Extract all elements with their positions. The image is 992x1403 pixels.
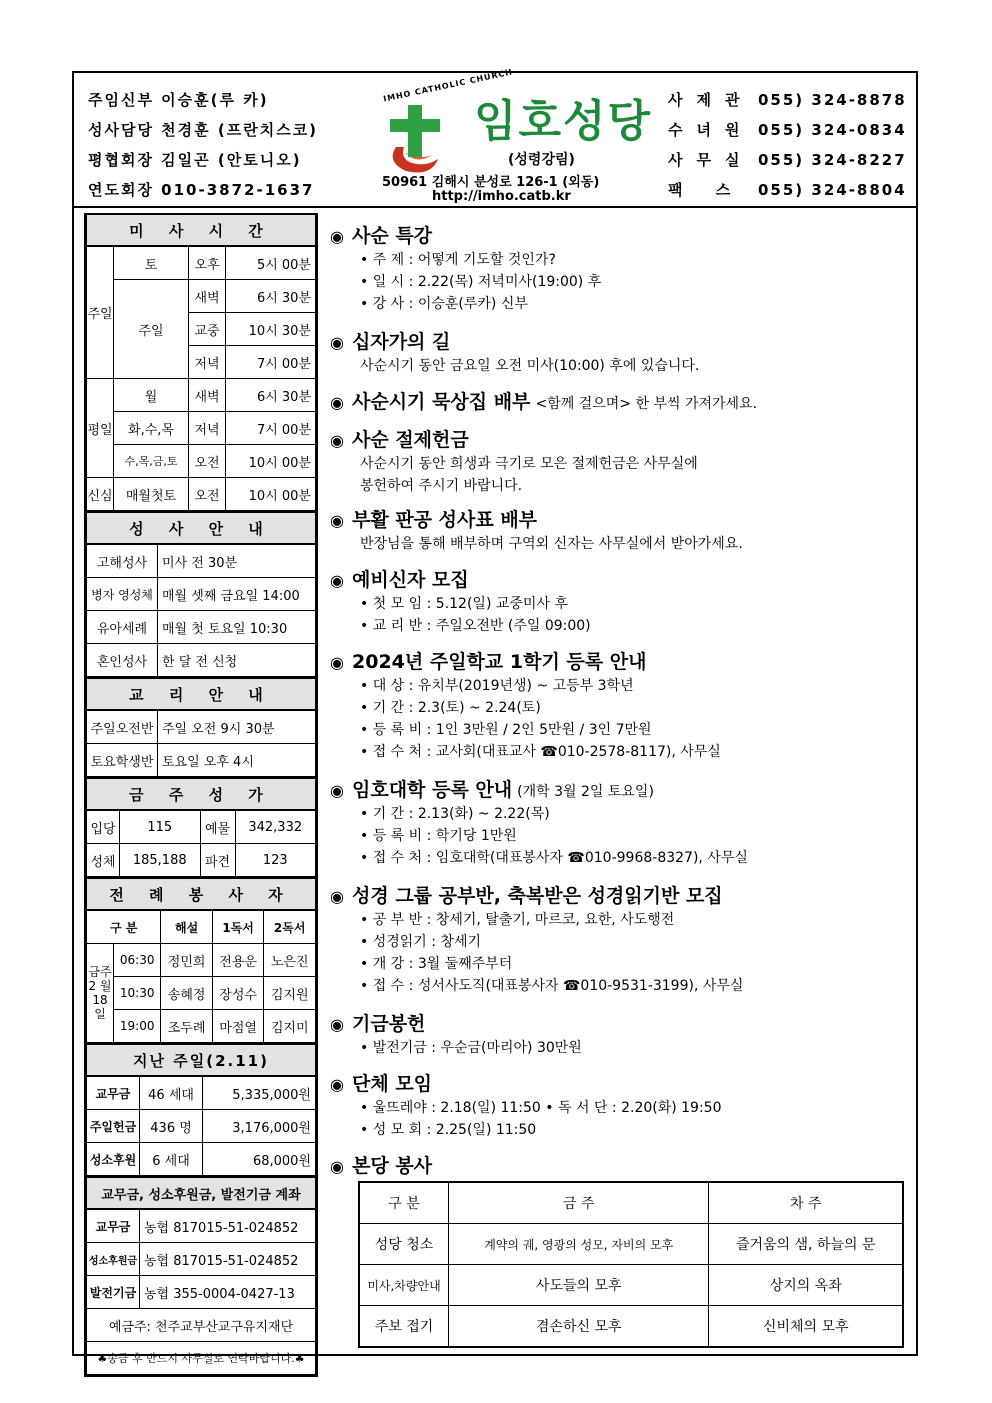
last-week-table: 지난 주일(2.11) 교무금 46 세대 5,335,000원 주일헌금 436 명 3,176,000원 성소후원 6 세대 68,000원 [86,1043,316,1176]
notice-lecture: ◉ 사순 특강 [330,225,433,247]
church-latin-name: IMHO CATHOLIC CHURCH [382,67,514,104]
circle-bullet-icon: ◉ [330,511,344,530]
phone-rectory: 사제관 055) 324-8878 [668,91,907,109]
circle-bullet-icon: ◉ [330,653,344,672]
header [74,67,916,208]
notice-catechumen: ◉ 예비신자 모집 [330,569,469,591]
ministers-table: 전 례 봉 사 자 구 분 해설 1독서 2독서 금주 2 월 18 일 06:30 정민희 전용운 노은진 10:30 송혜정 장성수 김지원 19:00 조두례 마점열 김지미 [86,877,316,1043]
circle-bullet-icon: ◉ [330,1015,344,1034]
circle-bullet-icon: ◉ [330,571,344,590]
doctrine-table: 교 리 안 내 주일오전반 주일 오전 9시 30분 토요학생반 토요일 오후 4시 [86,677,316,777]
notice-sunday-school: ◉ 2024년 주일학교 1학기 등록 안내 [330,651,647,673]
circle-bullet-icon: ◉ [330,1157,344,1176]
circle-bullet-icon: ◉ [330,887,344,906]
circle-bullet-icon: ◉ [330,393,344,412]
duty-table: 구 분 금 주 차 주 성당 청소 계약의 궤, 영광의 성모, 자비의 모후 즐거움의 샘, 하늘의 문 미사,차량안내 사도들의 모후 상지의 옥좌 주보 접기 겸손하신 모후 신비체의 모후 [358,1181,904,1348]
church-url[interactable]: http://imho.catb.kr [432,189,571,204]
sunday-label: 주일 [87,246,114,379]
church-address: 50961 김해시 분성로 126-1 (외동) [382,175,600,190]
mass-times-title: 미 사 시 간 [87,215,316,246]
notice-parish-service: ◉ 본당 봉사 [330,1155,433,1177]
church-logo-block [374,67,664,204]
circle-bullet-icon: ◉ [330,333,344,352]
weekday-label: 평일 [87,379,114,478]
sacrament-table: 성 사 안 내 고해성사 미사 전 30분 병자 영성체 매월 셋째 금요일 14:00 유아세례 매월 첫 토요일 10:30 혼인성사 한 달 전 신청 [86,511,316,677]
phone-fax: 팩 스 055) 324-8804 [668,181,907,199]
notice-fund: ◉ 기금봉헌 [330,1013,426,1035]
mass-times-table: 미 사 시 간 주일 토 오후 5시 00분 주일 새벽 6시 30분 교중 10시 30분 저녁 7시 00분 평일 월 새벽 6시 30분 화,수,목 저녁 7시 00분 수,목,금,토 오전 10시 00분 신심 매월첫토 오전 10시 00분 [86,215,316,511]
header-yeondo: 연도회장 010-3872-1637 [88,181,315,199]
notice-meditation-book: ◉ 사순시기 묵상집 배부 <함께 걸으며> 한 부씩 가져가세요. [330,391,758,413]
circle-bullet-icon: ◉ [330,431,344,450]
header-council: 평협회장 김일곤 (안토니오) [88,151,302,169]
circle-bullet-icon: ◉ [330,781,344,800]
header-assistant: 성사담당 천경훈 (프란치스코) [88,121,319,139]
church-logo-icon [376,97,454,177]
bulletin-frame: 주임신부 이승훈(루 카) 성사담당 천경훈 (프란치스코) 평협회장 김일곤 (안토니오) 연도회장 010-3872-1637 IMHO CATHOLIC CHURCH 임호성당 (성령강림) 50961 김해시 분성로 126-1 (외동) http://imho.catb.kr 사제관 055) 324-8878 수녀원 055) 324-0834 사무실 055) 324-8227 팩 스 055) 324-8804 미 사 시 간 주일 토 오후 5시 00분 주일 새벽 6시 30분 교중 10시 30분 저녁 7시 00분 평일 월 새벽 6시 30분 화,수,목 저녁 7시 00분 수,목,금,토 오전 10시 00분 신심 매월첫토 오전 10시 00분 성 사 안 내 고해성사 미사 전 30분 병자 영성체 매월 셋째 금요일 14:00 유아세례 매월 첫 토요일 10:30 혼인성사 한 달 전 신청 교 리 안 내 주일오전반 주일 오전 9시 30분 토요학생반 토요일 오후 4시 금 주 성 가 입당 115 예물 342,332 성체 185,188 파견 123 전 례 봉 사 자 구 분 해설 1독서 2독서 금주 2 월 18 일 06:30 정민희 전용운 노은진 10:30 송혜정 장성수 김지원 19:00 조두례 마점열 김지미 지난 주일(2.11) 교무금 46 세대 5,335,000원 주일헌금 436 명 3,176,000원 성소후원 6 세대 68,000원 교무금, 성소후원금, 발전기금 계좌 교무금 농협 817015-51-024852 성소후원금 농협 817015-51-024852 발전기금 농협 355-0004-0427-13 예금주: 천주교부산교구유지재단 ♣송금 후 반드시 사무실로 연락바랍니다.♣ ◉ 사순 특강 • 주 제 : 어떻게 기도할 것인가? • 일 시 : 2.22(목) 저녁미사(19:00) 후 • 강 사 : 이승훈(루카) 신부 ◉ 십자가의 길 사순시기 동안 금요일 오전 미사(10:00) 후에 있습니다. ◉ 사순시기 묵상집 배부 <함께 걸으며> 한 부씩 가져가세요. ◉ 사순 절제헌금 사순시기 동안 희생과 극기로 모은 절제헌금은 사무실에 봉헌하여 주시기 바랍니다. ◉ 부활 판공 성사표 배부 반장님을 통해 배부하며 구역외 신자는 사무실에서 받아가세요. ◉ 예비신자 모집 • 첫 모 임 : 5.12(일) 교중미사 후 • 교 리 반 : 주일오전반 (주일 09:00) ◉ 2024년 주일학교 1학기 등록 안내 • 대 상 : 유치부(2019년생) ~ 고등부 3학년 • 기 간 : 2.3(토) ~ 2.24(토) • 등 록 비 : 1인 3만원 / 2인 5만원 / 3인 7만원 • 접 수 처 : 교사회(대표교사 ☎010-2578-8117), 사무실 ◉ 임호대학 등록 안내 (개학 3월 2일 토요일) • 기 간 : 2.13(화) ~ 2.22(목) • 등 록 비 : 학기당 1만원 • 접 수 처 : 임호대학(대표봉사자 ☎010-9968-8327), 사무실 ◉ 성경 그룹 공부반, 축복받은 성경읽기반 모집 • 공 부 반 : 창세기, 탈출기, 마르코, 요한, 사도행전 • 성경읽기 : 창세기 • 개 강 : 3월 둘째주부터 • 접 수 : 성서사도직(대표봉사자 ☎010-9531-3199), 사무실 ◉ 기금봉헌 • 발전기금 : 우순금(마리아) 30만원 ◉ 단체 모임 • 울뜨레야 : 2.18(일) 11:50 • 독 서 단 : 2.20(화) 19:50 • 성 모 회 : 2.25(일) 11:50 ◉ 본당 봉사 구 분 금 주 차 주 성당 청소 계약의 궤, 영광의 성모, 자비의 모후 즐거움의 샘, 하늘의 문 미사,차량안내 사도들의 모후 상지의 옥좌 주보 접기 겸손하신 모후 신비체의 모후 [72,71,918,1356]
header-pastor: 주임신부 이승훈(루 카) [88,91,269,109]
church-subtitle: (성령강림) [508,152,575,168]
circle-bullet-icon: ◉ [330,1075,344,1094]
account-note: ♣송금 후 반드시 사무실로 연락바랍니다.♣ [87,1342,316,1375]
phone-office: 사무실 055) 324-8227 [668,151,907,169]
notice-abstinence: ◉ 사순 절제헌금 [330,429,469,451]
notice-group-meeting: ◉ 단체 모임 [330,1073,433,1095]
account-holder: 예금주: 천주교부산교구유지재단 [87,1309,316,1342]
statistics-table: 금 주 성 가 입당 115 예물 342,332 성체 185,188 파견 123 [86,777,316,877]
accounts-table: 교무금, 성소후원금, 발전기금 계좌 교무금 농협 817015-51-024852 성소후원금 농협 817015-51-024852 발전기금 농협 355-0004-0427-13 예금주: 천주교부산교구유지재단 ♣송금 후 반드시 사무실로 연락바랍니다.♣ [86,1176,316,1375]
notice-imho-college: ◉ 임호대학 등록 안내 (개학 3월 2일 토요일) [330,779,654,801]
notice-easter-card: ◉ 부활 판공 성사표 배부 [330,509,538,531]
notice-bible-study: ◉ 성경 그룹 공부반, 축복받은 성경읽기반 모집 [330,885,723,907]
circle-bullet-icon: ◉ [330,227,344,246]
notice-stations: ◉ 십자가의 길 [330,331,451,353]
sidebar [84,213,318,1377]
phone-convent: 수녀원 055) 324-0834 [668,121,907,139]
church-name: 임호성당 [474,96,653,147]
